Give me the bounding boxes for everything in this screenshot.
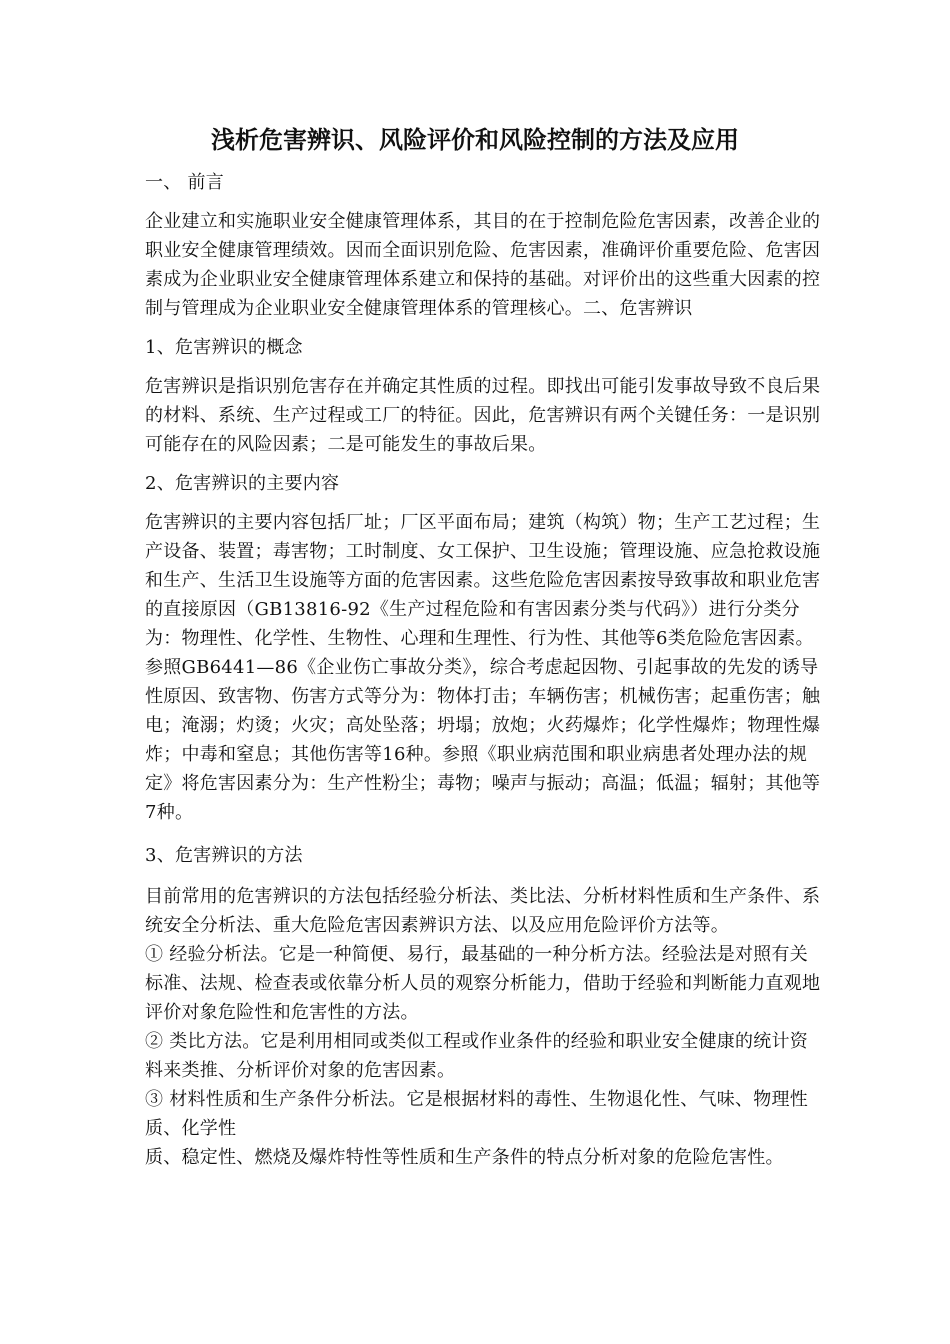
list-item-material: ③ 材料性质和生产条件分析法。它是根据材料的毒性、生物退化性、气味、物理性质、化学性 bbox=[145, 1089, 808, 1139]
document-title: 浅析危害辨识、风险评价和风险控制的方法及应用 bbox=[211, 125, 739, 154]
section-heading-preface: 一、 前言 bbox=[145, 172, 224, 193]
document-body bbox=[145, 168, 825, 1172]
list-item-experience: ① 经验分析法。它是一种简便、易行，最基础的一种分析方法。经验法是对照有关标准、法规、检查表或依靠分析人员的观察分析能力，借助于经验和判断能力直观地评价对象危险性和危害性的方法。 bbox=[145, 944, 821, 1023]
section-heading-content: 2、危害辨识的主要内容 bbox=[145, 473, 340, 494]
paragraph-content: 危害辨识的主要内容包括厂址；厂区平面布局；建筑（构筑）物；生产工艺过程；生产设备、装置；毒害物；工时制度、女工保护、卫生设施；管理设施、应急抢救设施和生产、生活卫生设施等方面的危害因素。这些危险危害因素按导致事故和职业危害的直接原因（GB13816-92《生产过程危险和有害因素分类与代码》）进行分类分为：物理性、化学性、生物性、心理和生理性、行为性、其他等6类危险危害因素。参照GB6441—86《企业伤亡事故分类》，综合考虑起因物、引起事故的先发的诱导性原因、致害物、伤害方式等分为：物体打击；车辆伤害；机械伤害；起重伤害；触电；淹溺；灼烫；火灾；高处坠落；坍塌；放炮；火药爆炸；化学性爆炸；物理性爆炸；中毒和窒息；其他伤害等16种。参照《职业病范围和职业病患者处理办法的规定》将危害因素分为：生产性粉尘；毒物；噪声与振动；高温；低温；辐射；其他等7种。 bbox=[145, 512, 821, 823]
paragraph-material-continued: 质、稳定性、燃烧及爆炸特性等性质和生产条件的特点分析对象的危险危害性。 bbox=[145, 1147, 784, 1168]
section-heading-methods: 3、危害辨识的方法 bbox=[145, 845, 303, 866]
section-heading-concept: 1、危害辨识的概念 bbox=[145, 337, 303, 358]
paragraph-concept: 危害辨识是指识别危害存在并确定其性质的过程。即找出可能引发事故导致不良后果的材料、系统、生产过程或工厂的特征。因此，危害辨识有两个关键任务：一是识别可能存在的风险因素；二是可能发生的事故后果。 bbox=[145, 376, 821, 455]
paragraph-preface: 企业建立和实施职业安全健康管理体系，其目的在于控制危险危害因素，改善企业的职业安全健康管理绩效。因而全面识别危险、危害因素，准确评价重要危险、危害因素成为企业职业安全健康管理体系建立和保持的基础。对评价出的这些重大因素的控制与管理成为企业职业安全健康管理体系的管理核心。二、危害辨识 bbox=[145, 211, 821, 319]
list-item-analogy: ② 类比方法。它是利用相同或类似工程或作业条件的经验和职业安全健康的统计资料来类推、分析评价对象的危害因素。 bbox=[145, 1031, 808, 1081]
paragraph-methods-intro: 目前常用的危害辨识的方法包括经验分析法、类比法、分析材料性质和生产条件、系统安全分析法、重大危险危害因素辨识方法、以及应用危险评价方法等。 bbox=[145, 886, 821, 936]
